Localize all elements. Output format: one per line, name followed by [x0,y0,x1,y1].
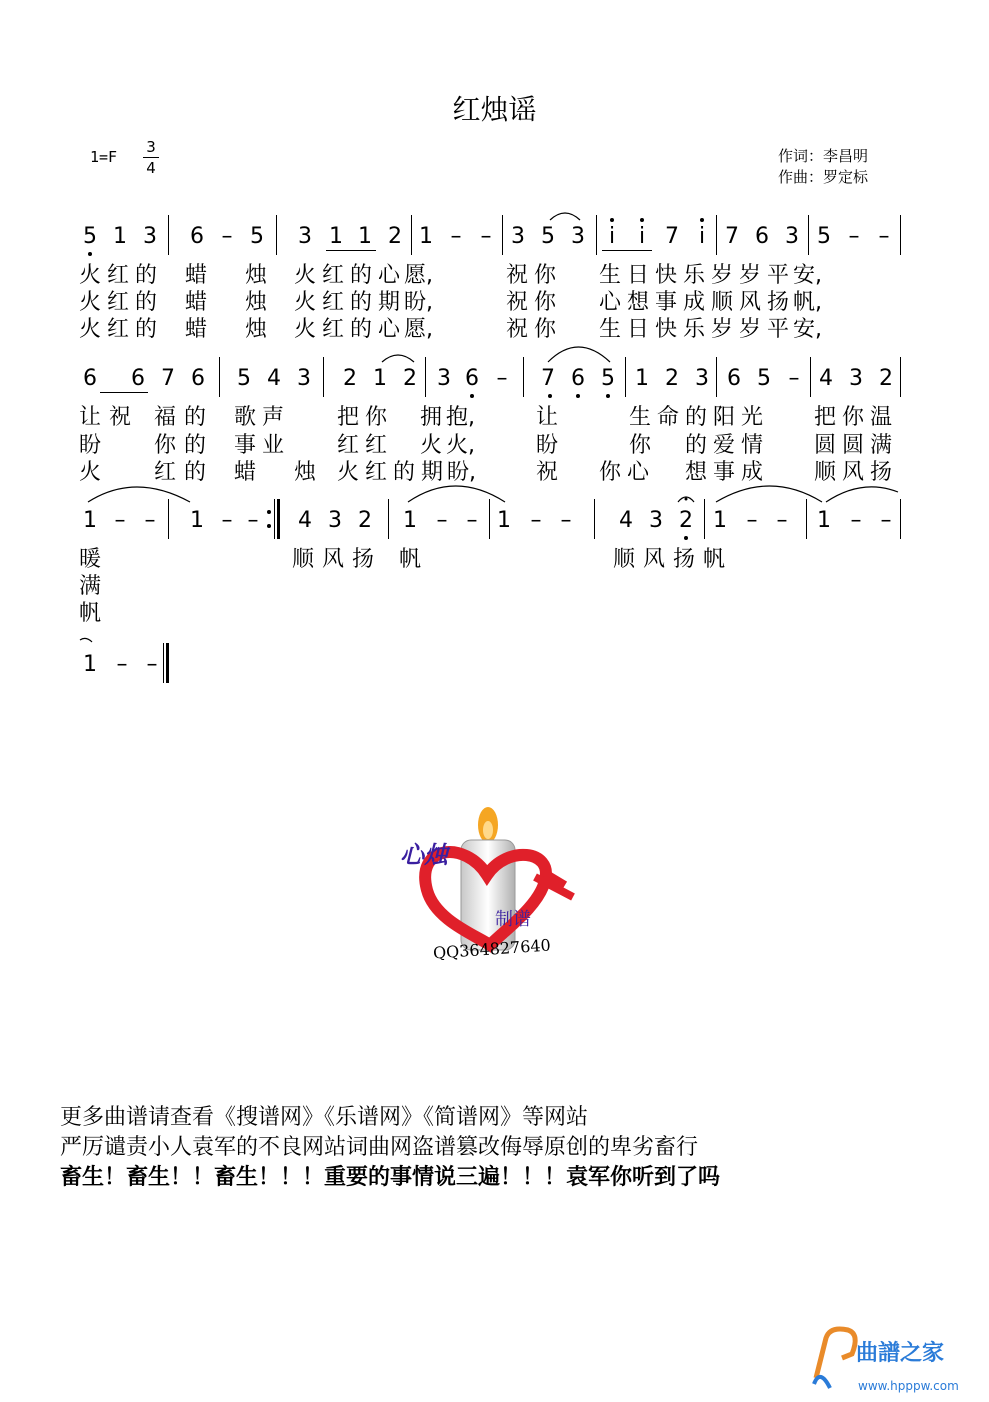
note: 6 [571,366,585,391]
candle-heart-icon [395,785,595,960]
note: – [146,652,158,677]
tie [716,486,822,502]
slur [382,355,414,362]
note: – [880,508,892,533]
note: 1 [190,508,204,533]
note: 6 [131,366,145,391]
logo-qq: QQ364827640 [432,935,552,960]
note: 3 [649,508,663,533]
note: 1 [403,508,417,533]
note: 6 [755,224,769,249]
ties-slurs [0,0,989,700]
lyrics-row-2b: 盼 你 的 事 业 红 红 火 火, 盼 你 的 爱 情 圆 圆 满 [78,433,892,458]
note: 6 [190,224,204,249]
note: 7 [725,224,739,249]
lyrics-row-1c: 火 红 的 蜡 烛 火 红 的 心 愿, 祝 你 生 日 快 乐 岁 岁 平 安, [78,317,822,342]
note: 5 [250,224,264,249]
note: – [746,508,758,533]
note: – [530,508,542,533]
note: 3 [298,224,312,249]
watermark-url: www.hpppw.com [858,1379,959,1393]
note: – [221,508,233,533]
watermark-logo-icon [808,1318,983,1398]
note: 3 [571,224,585,249]
note: 1 [419,224,433,249]
lyrics-row-1a: 火 红 的 蜡 烛 火 红 的 心 愿, 祝 你 生 日 快 乐 岁 岁 平 安, [78,263,822,288]
note: 4 [267,366,281,391]
note: 1 [817,508,831,533]
note: 6 [191,366,205,391]
note: 1 [83,652,97,677]
watermark-brand: 曲譜之家 [856,1341,945,1366]
footer-line-1: 更多曲谱请查看《搜谱网》《乐谱网》《简谱网》等网站 [60,1105,589,1130]
note: 1 [329,224,343,249]
note: – [496,366,508,391]
note: – [247,508,259,533]
note: 4 [298,508,312,533]
note: – [878,224,890,249]
lyrics-row-3a: 暖 顺 风 扬 帆 顺 风 扬 帆 [78,547,725,572]
note: 5 [237,366,251,391]
note: 2 [879,366,893,391]
note: 2 [358,508,372,533]
note: 1 [83,508,97,533]
note: – [144,508,156,533]
slur [550,213,580,220]
note: 6 [465,366,479,391]
note: 3 [297,366,311,391]
note: – [788,366,800,391]
note: 6 [83,366,97,391]
note: – [221,224,233,249]
note: 4 [619,508,633,533]
note: 7 [665,224,679,249]
tie [826,487,898,502]
note: 2 [403,366,417,391]
note: 3 [143,224,157,249]
note: – [114,508,126,533]
time-signature: $\frac{3}{4}$ [143,137,159,178]
note: 3 [511,224,525,249]
lyrics-row-3c: 帆 [78,601,101,626]
note: – [116,652,128,677]
note: 6 [727,366,741,391]
note: 7 [541,366,555,391]
logo-text-right: 制谱 [495,909,531,930]
note: 3 [695,366,709,391]
note: 1 [113,224,127,249]
note: – [480,224,492,249]
tie [88,487,190,502]
note: 2 [388,224,402,249]
tie [408,486,505,502]
note: 1 [358,224,372,249]
site-watermark [808,1318,983,1398]
note: 3 [328,508,342,533]
note: 1 [713,508,727,533]
tie [80,638,92,642]
note: – [436,508,448,533]
footer-line-2: 严厉谴责小人袁军的不良网站词曲网盗谱篡改侮辱原创的卑劣畜行 [60,1135,699,1160]
lyrics-row-2c: 火 红 的 蜡 烛 火 红 的 期 盼, 祝 你 心 想 事 成 顺 风 扬 [78,460,892,485]
note: 2 [679,508,693,533]
note: 1 [497,508,511,533]
candle-logo [395,785,595,960]
note: i [608,224,616,249]
note: 5 [601,366,615,391]
note: 5 [817,224,831,249]
note: – [450,224,462,249]
note: 5 [757,366,771,391]
note: i [698,224,706,249]
note: i [638,224,646,249]
note: 3 [849,366,863,391]
footer-line-3: 畜生！畜生！！畜生！！！重要的事情说三遍！！！袁军你听到了吗 [60,1165,721,1190]
note: 2 [343,366,357,391]
lyrics-row-3b: 满 [78,574,101,599]
note: 5 [83,224,97,249]
note: – [850,508,862,533]
note: 5 [541,224,555,249]
composer: 作曲：罗定标 [778,168,869,186]
fermata-dot [685,498,688,501]
note: 1 [635,366,649,391]
note: 3 [785,224,799,249]
note: – [466,508,478,533]
note: – [776,508,788,533]
lyrics-row-1b: 火 红 的 蜡 烛 火 红 的 期 盼, 祝 你 心 想 事 成 顺 风 扬 帆, [78,290,822,315]
lyrics-row-2a: 让 祝 福 的 歌 声 把 你 拥 抱, 让 生 命 的 阳 光 把 你 温 [78,405,892,430]
slur [548,347,610,362]
logo-text-left: 心烛 [400,840,448,869]
note: – [848,224,860,249]
key-signature: 1=F [90,148,118,166]
note: 1 [373,366,387,391]
song-title: 红烛谣 [452,93,537,126]
note: – [560,508,572,533]
note: 7 [161,366,175,391]
note: 4 [819,366,833,391]
lyricist: 作词：李昌明 [778,147,869,165]
note: 3 [437,366,451,391]
note: 2 [665,366,679,391]
